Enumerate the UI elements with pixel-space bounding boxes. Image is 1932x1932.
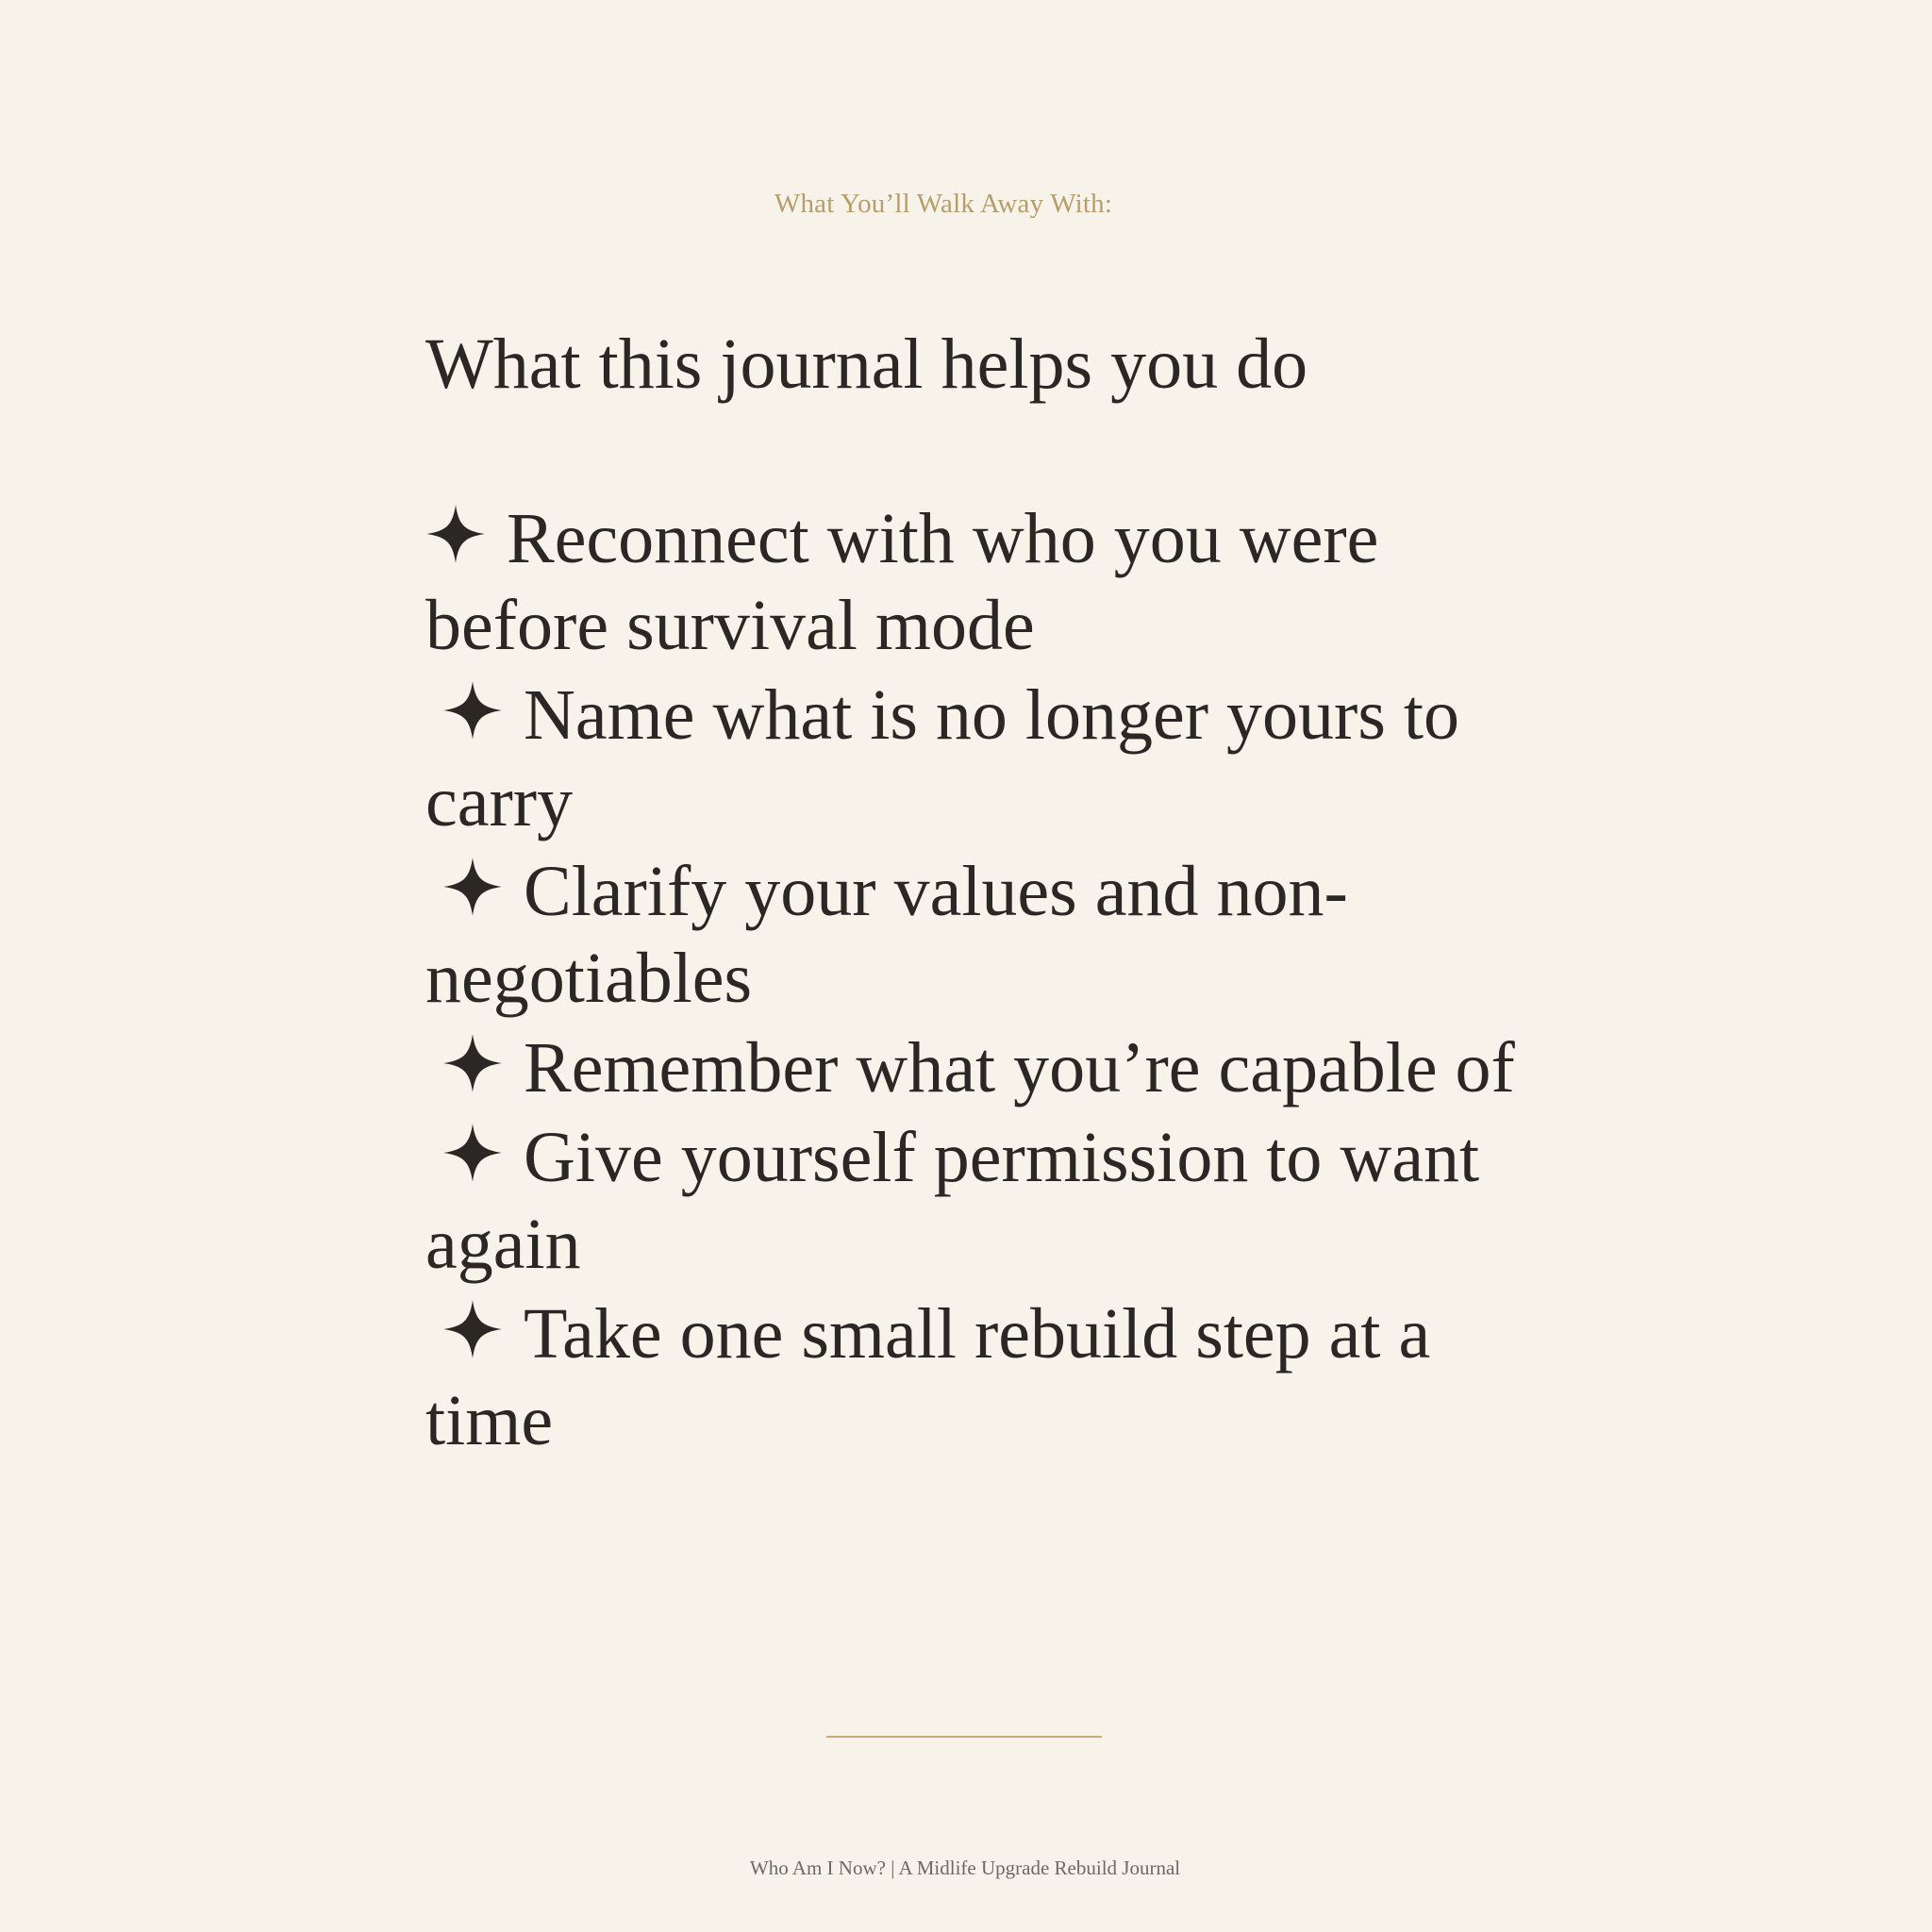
- list-item: [425, 1114, 1557, 1288]
- four-point-star-icon: [442, 1299, 503, 1359]
- list-item-text: Name what is no longer yours to carry: [425, 675, 1460, 841]
- section-eyebrow: What You’ll Walk Away With:: [774, 189, 1113, 219]
- list-item-text: Give yourself permission to want again: [425, 1118, 1480, 1284]
- list-item-text: Remember what you’re capable of: [524, 1028, 1515, 1108]
- list-item: [425, 1024, 1557, 1111]
- list-item: [425, 672, 1557, 845]
- four-point-star-icon: [442, 1123, 503, 1183]
- list-item-text: Take one small rebuild step at a time: [425, 1294, 1431, 1460]
- list-item: [425, 848, 1557, 1022]
- list-item: [425, 495, 1557, 669]
- four-point-star-icon: [425, 504, 486, 564]
- list-item-text: Clarify your values and non-negotiables: [425, 852, 1348, 1018]
- divider-line: [826, 1736, 1102, 1738]
- list-item: [425, 1291, 1557, 1464]
- list-item-text: Reconnect with who you were before survival mode: [425, 499, 1379, 665]
- page-footer: Who Am I Now? | A Midlife Upgrade Rebuild Journal: [749, 1857, 1181, 1879]
- page-heading: What this journal helps you do: [425, 325, 1308, 404]
- four-point-star-icon: [442, 680, 503, 741]
- four-point-star-icon: [442, 857, 503, 917]
- main-content: [425, 321, 1557, 1464]
- four-point-star-icon: [442, 1033, 503, 1093]
